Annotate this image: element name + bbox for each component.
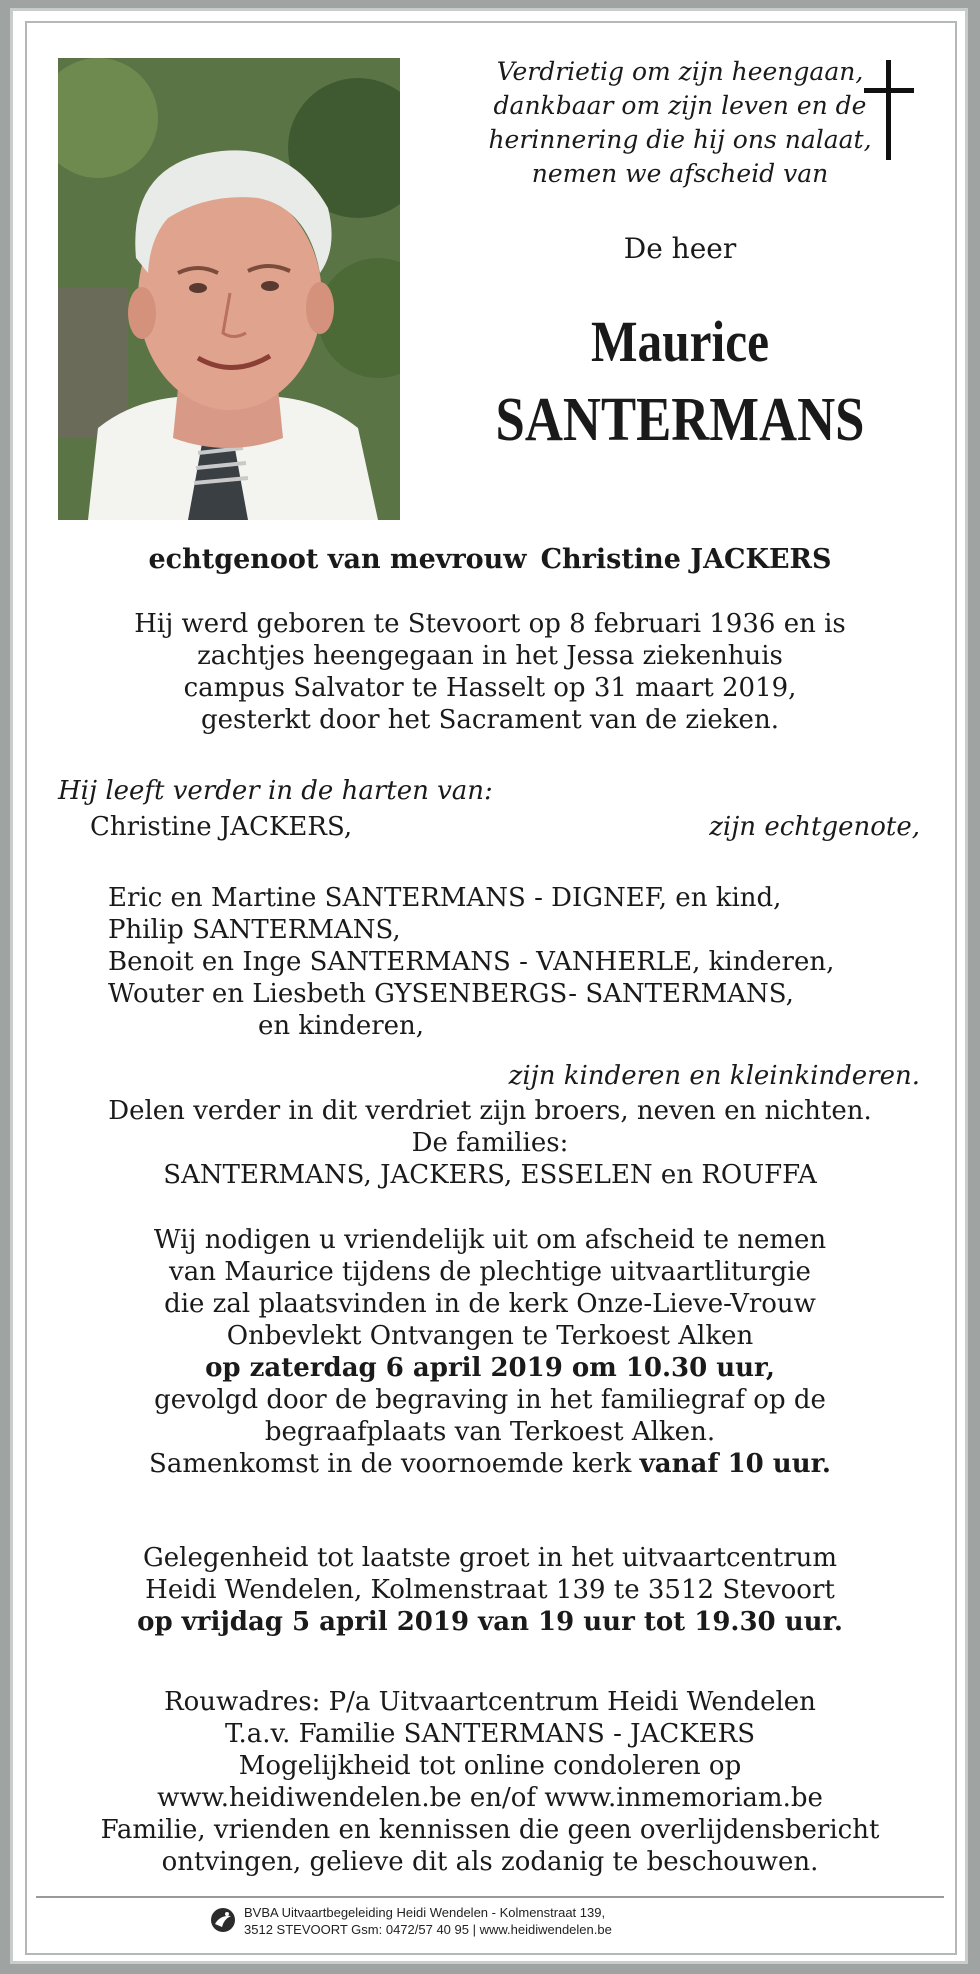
intro-text [420, 55, 940, 191]
biography [40, 608, 940, 736]
child-line: Eric en Martine SANTERMANS - DIGNEF, en kind, [108, 883, 782, 913]
intro-line: herinnering die hij ons nalaat, [488, 125, 872, 154]
bio-line: campus Salvator te Hasselt op 31 maart 2019, [183, 673, 797, 703]
intro-line: dankbaar om zijn leven en de [493, 91, 867, 120]
family-line: Delen verder in dit verdriet zijn broers, neven en nichten. [108, 1096, 872, 1126]
spouse-label: echtgenoot van mevrouw [148, 544, 527, 575]
footer-text [244, 1904, 612, 1938]
bio-line: Hij werd geboren te Stevoort op 8 februari 1936 en is [134, 609, 846, 639]
child-line: Benoit en Inge SANTERMANS - VANHERLE, kinderen, [108, 947, 835, 977]
funeral-invitation [40, 1224, 940, 1480]
bio-line: gesterkt door het Sacrament van de zieken. [201, 705, 779, 735]
viewing-date-text: op vrijdag 5 april 2019 van 19 uur tot 19.30 uur. [137, 1607, 843, 1637]
viewing-line: Heidi Wendelen, Kolmenstraat 139 te 3512 Stevoort [145, 1575, 835, 1605]
viewing-date [40, 1606, 940, 1638]
spouse-line [40, 544, 940, 575]
viewing-line: Gelegenheid tot laatste groet in het uitvaartcentrum [142, 1543, 838, 1573]
survivor-spouse-role: zijn echtgenote, [709, 812, 920, 842]
child-line: en kinderen, [258, 1011, 425, 1041]
funeral-date [40, 1352, 940, 1384]
family-line: De families: [411, 1128, 569, 1158]
funeral-date-text: op zaterdag 6 april 2019 om 10.30 uur, [205, 1353, 775, 1383]
gathering-time: vanaf 10 uur. [639, 1449, 831, 1479]
child-line: Wouter en Liesbeth GYSENBERGS- SANTERMANS, [108, 979, 794, 1009]
spouse-name: Christine JACKERS [540, 544, 832, 575]
address-line: www.heidiwendelen.be en/of www.inmemoriam.be [157, 1783, 823, 1813]
deceased-first-name: Maurice [591, 309, 769, 374]
survivor-spouse-name: Christine JACKERS, [90, 812, 353, 842]
deceased-last-name: SANTERMANS [495, 386, 865, 454]
invitation-line: begraafplaats van Terkoest Alken. [264, 1417, 716, 1447]
footer-line: 3512 STEVOORT Gsm: 0472/57 40 95 | www.heidiwendelen.be [244, 1922, 612, 1937]
address-line: Familie, vrienden en kennissen die geen overlijdensbericht [100, 1815, 880, 1845]
family-notice [40, 1095, 940, 1191]
invitation-line: van Maurice tijdens de plechtige uitvaartliturgie [169, 1257, 811, 1287]
mourning-address [20, 1686, 960, 1878]
viewing-notice [40, 1542, 940, 1638]
footer-divider [36, 1896, 944, 1898]
intro-line: Verdrietig om zijn heengaan, [496, 57, 864, 86]
children-role: zijn kinderen en kleinkinderen. [508, 1061, 920, 1091]
children-list [108, 882, 834, 1042]
footer-line: BVBA Uitvaartbegeleiding Heidi Wendelen - Kolmenstraat 139, [244, 1905, 606, 1920]
gathering-text: Samenkomst in de voornoemde kerk [149, 1449, 632, 1479]
address-line: ontvingen, gelieve dit als zodanig te beschouwen. [161, 1847, 819, 1877]
address-line: Rouwadres: P/a Uitvaartcentrum Heidi Wendelen [164, 1687, 816, 1717]
funeral-home-logo-icon [210, 1907, 236, 1933]
honorific: De heer [623, 232, 737, 265]
survivors-heading: Hij leeft verder in de harten van: [58, 776, 493, 806]
invitation-line: die zal plaatsvinden in de kerk Onze-Lieve-Vrouw [164, 1289, 816, 1319]
address-line: T.a.v. Familie SANTERMANS - JACKERS [224, 1719, 756, 1749]
portrait-illustration [58, 58, 400, 520]
portrait-photo [58, 58, 400, 520]
address-line: Mogelijkheid tot online condoleren op [238, 1751, 742, 1781]
child-line: Philip SANTERMANS, [108, 915, 401, 945]
gathering-line [40, 1448, 940, 1480]
bio-line: zachtjes heengegaan in het Jessa ziekenhuis [197, 641, 783, 671]
invitation-line: Onbevlekt Ontvangen te Terkoest Alken [226, 1321, 754, 1351]
family-line: SANTERMANS, JACKERS, ESSELEN en ROUFFA [163, 1160, 817, 1190]
intro-line: nemen we afscheid van [531, 159, 829, 188]
invitation-line: gevolgd door de begraving in het familiegraf op de [154, 1385, 826, 1415]
invitation-line: Wij nodigen u vriendelijk uit om afscheid te nemen [153, 1225, 827, 1255]
